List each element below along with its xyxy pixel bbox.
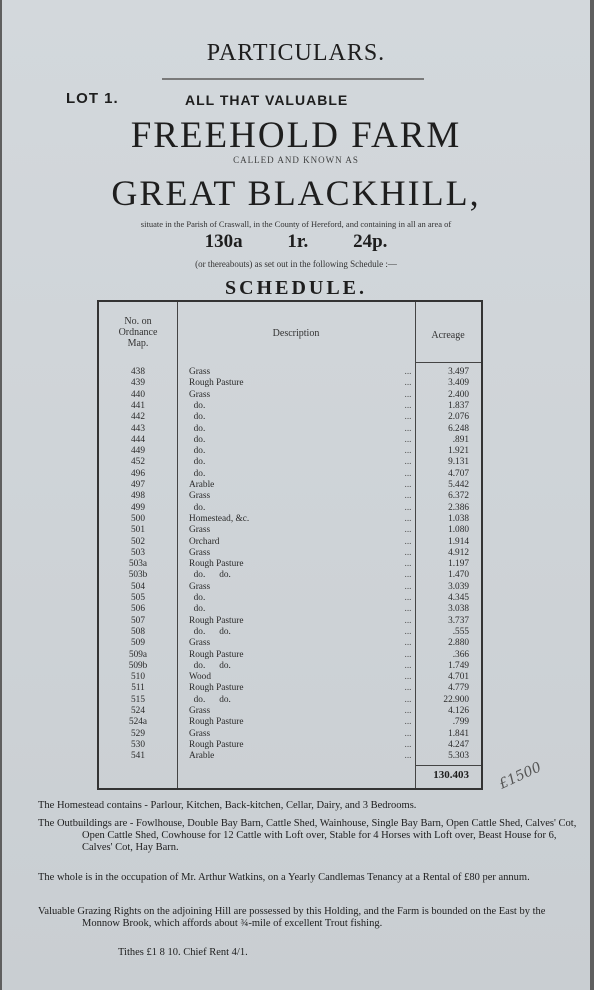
- map-number: 507: [131, 615, 145, 626]
- table-row: [99, 683, 481, 694]
- description: do.: [189, 434, 206, 445]
- table-row: [99, 525, 481, 536]
- description: Rough Pasture: [189, 717, 244, 728]
- leader-dots: ...: [404, 468, 412, 479]
- acreage: 2.880: [448, 638, 469, 649]
- leader-dots: ...: [404, 683, 412, 694]
- table-row: [99, 604, 481, 615]
- table-row: [99, 435, 481, 446]
- leader-dots: ...: [404, 649, 412, 660]
- description: Grass: [189, 491, 211, 502]
- table-row: [99, 412, 481, 423]
- description: Grass: [189, 367, 211, 377]
- table-row: [99, 480, 481, 491]
- description: do.: [189, 423, 206, 434]
- map-number: 505: [131, 593, 145, 603]
- leader-dots: ...: [404, 717, 412, 728]
- leader-dots: ...: [404, 525, 412, 536]
- map-number: 439: [131, 378, 145, 389]
- leader-dots: ...: [404, 423, 412, 434]
- leader-dots: ...: [404, 593, 412, 603]
- description: Grass: [189, 638, 211, 649]
- description: Arable: [189, 751, 215, 762]
- header-description: Description: [272, 328, 320, 339]
- acreage: 1.914: [448, 536, 469, 547]
- table-row: [99, 457, 481, 468]
- map-number: 501: [131, 525, 145, 536]
- acreage: 3.039: [448, 581, 469, 592]
- description: Grass: [189, 547, 211, 558]
- map-number: 510: [131, 672, 145, 683]
- map-number: 503: [131, 547, 145, 558]
- table-row: [99, 537, 481, 548]
- leader-dots: ...: [404, 660, 412, 671]
- description: Grass: [189, 728, 211, 739]
- acreage: 5.442: [448, 480, 469, 490]
- acreage: 4.701: [448, 672, 469, 683]
- description: do.: [189, 400, 206, 411]
- map-number: 452: [131, 457, 145, 468]
- description: do. do.: [189, 694, 231, 705]
- acreage: 1.197: [448, 559, 469, 570]
- schedule-table: [97, 300, 483, 790]
- table-row: [99, 616, 481, 627]
- acreage: .555: [452, 626, 469, 637]
- leader-dots: ...: [404, 378, 412, 389]
- acreage-total: 130.403: [433, 769, 469, 781]
- description: Rough Pasture: [189, 649, 244, 660]
- description: do. do.: [189, 570, 231, 581]
- map-number: 444: [131, 434, 145, 445]
- acreage: .891: [452, 434, 469, 445]
- acreage: 3.038: [448, 604, 469, 615]
- lot-number: LOT 1.: [66, 90, 119, 107]
- map-number: 506: [131, 604, 145, 615]
- area-roods: 1r.: [287, 231, 309, 252]
- acreage: .366: [452, 649, 469, 660]
- map-number: 497: [131, 480, 145, 490]
- header-map-no: No. on Ordnance Map.: [118, 316, 158, 349]
- table-row: [99, 514, 481, 525]
- acreage: 4.345: [448, 593, 469, 603]
- description: Arable: [189, 480, 215, 490]
- acreage: 4.779: [448, 683, 469, 694]
- table-row: [99, 661, 481, 672]
- acreage: 1.038: [448, 513, 469, 524]
- map-number: 509: [131, 638, 145, 649]
- leader-dots: ...: [404, 367, 412, 377]
- table-row: [99, 446, 481, 457]
- table-row: [99, 717, 481, 728]
- description: Grass: [189, 525, 211, 536]
- table-row: [99, 627, 481, 638]
- table-row: [99, 593, 481, 604]
- acreage: 1.837: [448, 400, 469, 411]
- map-number: 496: [131, 468, 145, 479]
- leader-dots: ...: [404, 751, 412, 762]
- map-number: 524: [131, 706, 145, 716]
- leader-dots: ...: [404, 728, 412, 739]
- heading-rule: [162, 78, 424, 80]
- map-number: 441: [131, 400, 145, 411]
- acreage: 2.400: [448, 389, 469, 400]
- table-row: [99, 582, 481, 593]
- map-number: 500: [131, 513, 145, 524]
- description: do.: [189, 446, 206, 457]
- map-number: 438: [131, 367, 145, 377]
- table-row: [99, 729, 481, 740]
- map-number: 498: [131, 491, 145, 502]
- table-row: [99, 378, 481, 389]
- table-row: [99, 695, 481, 706]
- table-row: [99, 751, 481, 762]
- occupation-paragraph: The whole is in the occupation of Mr. Arthur Watkins, on a Yearly Candlemas Tenancy at a Rental of £80 per annum.: [38, 872, 530, 883]
- acreage: 4.247: [448, 739, 469, 750]
- description: Rough Pasture: [189, 683, 244, 694]
- map-number: 529: [131, 728, 145, 739]
- header-acreage: Acreage: [431, 330, 465, 341]
- table-row: [99, 638, 481, 649]
- map-number: 503a: [128, 559, 148, 570]
- map-number: 515: [131, 694, 145, 705]
- acreage: 4.126: [448, 706, 469, 716]
- description: do.: [189, 502, 206, 513]
- homestead-paragraph: The Homestead contains - Parlour, Kitchen, Back-kitchen, Cellar, Dairy, and 3 Bedrooms.: [38, 800, 417, 811]
- description: do.: [189, 457, 206, 468]
- map-number: 509a: [128, 649, 148, 660]
- leader-dots: ...: [404, 389, 412, 400]
- table-row: [99, 390, 481, 401]
- description: Grass: [189, 389, 211, 400]
- document-page: [2, 0, 590, 990]
- situate-line: situate in the Parish of Craswall, in the County of Hereford, and containing in all an area of: [140, 219, 452, 229]
- table-row: [99, 672, 481, 683]
- map-number: 440: [131, 389, 145, 400]
- acreage: 1.841: [448, 728, 469, 739]
- called-and-known-as: CALLED AND KNOWN AS: [233, 155, 359, 165]
- map-number: 449: [131, 446, 145, 457]
- leader-dots: ...: [404, 604, 412, 615]
- leader-dots: ...: [404, 400, 412, 411]
- table-row: [99, 740, 481, 751]
- acreage: 22.900: [443, 694, 469, 705]
- particulars-heading: PARTICULARS.: [206, 40, 386, 66]
- table-row: [99, 559, 481, 570]
- leader-dots: ...: [404, 706, 412, 716]
- leader-dots: ...: [404, 559, 412, 570]
- freehold-farm-title: FREEHOLD FARM: [130, 115, 462, 156]
- description: do. do.: [189, 626, 231, 637]
- table-row: [99, 367, 481, 378]
- map-number: 530: [131, 739, 145, 750]
- header-rule: [415, 362, 481, 363]
- area-acres: 130a: [204, 231, 243, 252]
- table-row: [99, 401, 481, 412]
- thereabouts-line: (or thereabouts) as set out in the following Schedule :—: [195, 259, 397, 269]
- description: do. do.: [189, 660, 231, 671]
- description: Rough Pasture: [189, 559, 244, 570]
- table-row: [99, 491, 481, 502]
- map-number: 443: [131, 423, 145, 434]
- map-number: 503b: [128, 570, 148, 581]
- map-number: 508: [131, 626, 145, 637]
- leader-dots: ...: [404, 536, 412, 547]
- grazing-paragraph: Valuable Grazing Rights on the adjoining Hill are possessed by this Holding, and the Farm is bounded on the East by the Monnow Brook, which affords about ¾-mile of excellent Trout fishing.: [38, 906, 546, 929]
- total-rule: [415, 765, 481, 766]
- acreage: 6.248: [448, 423, 469, 434]
- description: do.: [189, 412, 206, 423]
- area-perches: 24p.: [353, 231, 388, 252]
- description: Orchard: [189, 536, 220, 547]
- acreage: 4.707: [448, 468, 469, 479]
- farm-name: GREAT BLACKHILL,: [111, 173, 481, 213]
- outbuildings-paragraph: The Outbuildings are - Fowlhouse, Double Bay Barn, Cattle Shed, Wainhouse, Single Bay Barn, Open Cattle Shed, Calves' Cot, Open Cattle Shed, Cowhouse for 12 Cattle with Loft over, Stable for 4 Horses with Loft over, Beast House for 6, Calves' Cot, Hay Barn.: [38, 818, 577, 853]
- schedule-title: SCHEDULE.: [224, 277, 368, 299]
- acreage: 3.737: [448, 615, 469, 626]
- description: Grass: [189, 706, 211, 716]
- table-row: [99, 570, 481, 581]
- map-number: 541: [131, 751, 145, 762]
- leader-dots: ...: [404, 491, 412, 502]
- description: do.: [189, 593, 206, 603]
- acreage: 3.497: [448, 367, 469, 377]
- total-area: [2, 231, 590, 253]
- acreage: 1.921: [448, 446, 469, 457]
- description: Grass: [189, 581, 211, 592]
- map-number: 442: [131, 412, 145, 423]
- description: do.: [189, 468, 206, 479]
- map-number: 502: [131, 536, 145, 547]
- acreage: 9.131: [448, 457, 469, 468]
- tithes-line: Tithes £1 8 10. Chief Rent 4/1.: [118, 947, 248, 958]
- leader-dots: ...: [404, 513, 412, 524]
- leader-dots: ...: [404, 547, 412, 558]
- acreage: 3.409: [448, 378, 469, 389]
- description: do.: [189, 604, 206, 615]
- leader-dots: ...: [404, 626, 412, 637]
- acreage: 2.076: [448, 412, 469, 423]
- map-number: 524a: [128, 717, 148, 728]
- leader-dots: ...: [404, 480, 412, 490]
- table-row: [99, 469, 481, 480]
- description: Rough Pasture: [189, 739, 244, 750]
- leader-dots: ...: [404, 457, 412, 468]
- description: Homestead, &c.: [189, 513, 250, 524]
- all-that-valuable: ALL THAT VALUABLE: [185, 92, 349, 108]
- leader-dots: ...: [404, 615, 412, 626]
- acreage: 4.912: [448, 547, 469, 558]
- table-row: [99, 424, 481, 435]
- leader-dots: ...: [404, 581, 412, 592]
- leader-dots: ...: [404, 739, 412, 750]
- leader-dots: ...: [404, 502, 412, 513]
- table-row: [99, 548, 481, 559]
- acreage: 1.080: [448, 525, 469, 536]
- map-number: 509b: [128, 660, 148, 671]
- leader-dots: ...: [404, 434, 412, 445]
- description: Wood: [189, 672, 211, 683]
- table-row: [99, 503, 481, 514]
- map-number: 504: [131, 581, 145, 592]
- leader-dots: ...: [404, 570, 412, 581]
- acreage: 1.470: [448, 570, 469, 581]
- table-row: [99, 706, 481, 717]
- description: Rough Pasture: [189, 615, 244, 626]
- acreage: 5.303: [448, 751, 469, 762]
- acreage: 1.749: [448, 660, 469, 671]
- acreage: 6.372: [448, 491, 469, 502]
- map-number: 511: [131, 683, 145, 694]
- leader-dots: ...: [404, 446, 412, 457]
- leader-dots: ...: [404, 638, 412, 649]
- map-number: 499: [131, 502, 145, 513]
- acreage: .799: [452, 717, 469, 728]
- table-row: [99, 650, 481, 661]
- description: Rough Pasture: [189, 378, 244, 389]
- acreage: 2.386: [448, 502, 469, 513]
- handwritten-price: £1500: [496, 759, 544, 793]
- leader-dots: ...: [404, 672, 412, 683]
- leader-dots: ...: [404, 694, 412, 705]
- leader-dots: ...: [404, 412, 412, 423]
